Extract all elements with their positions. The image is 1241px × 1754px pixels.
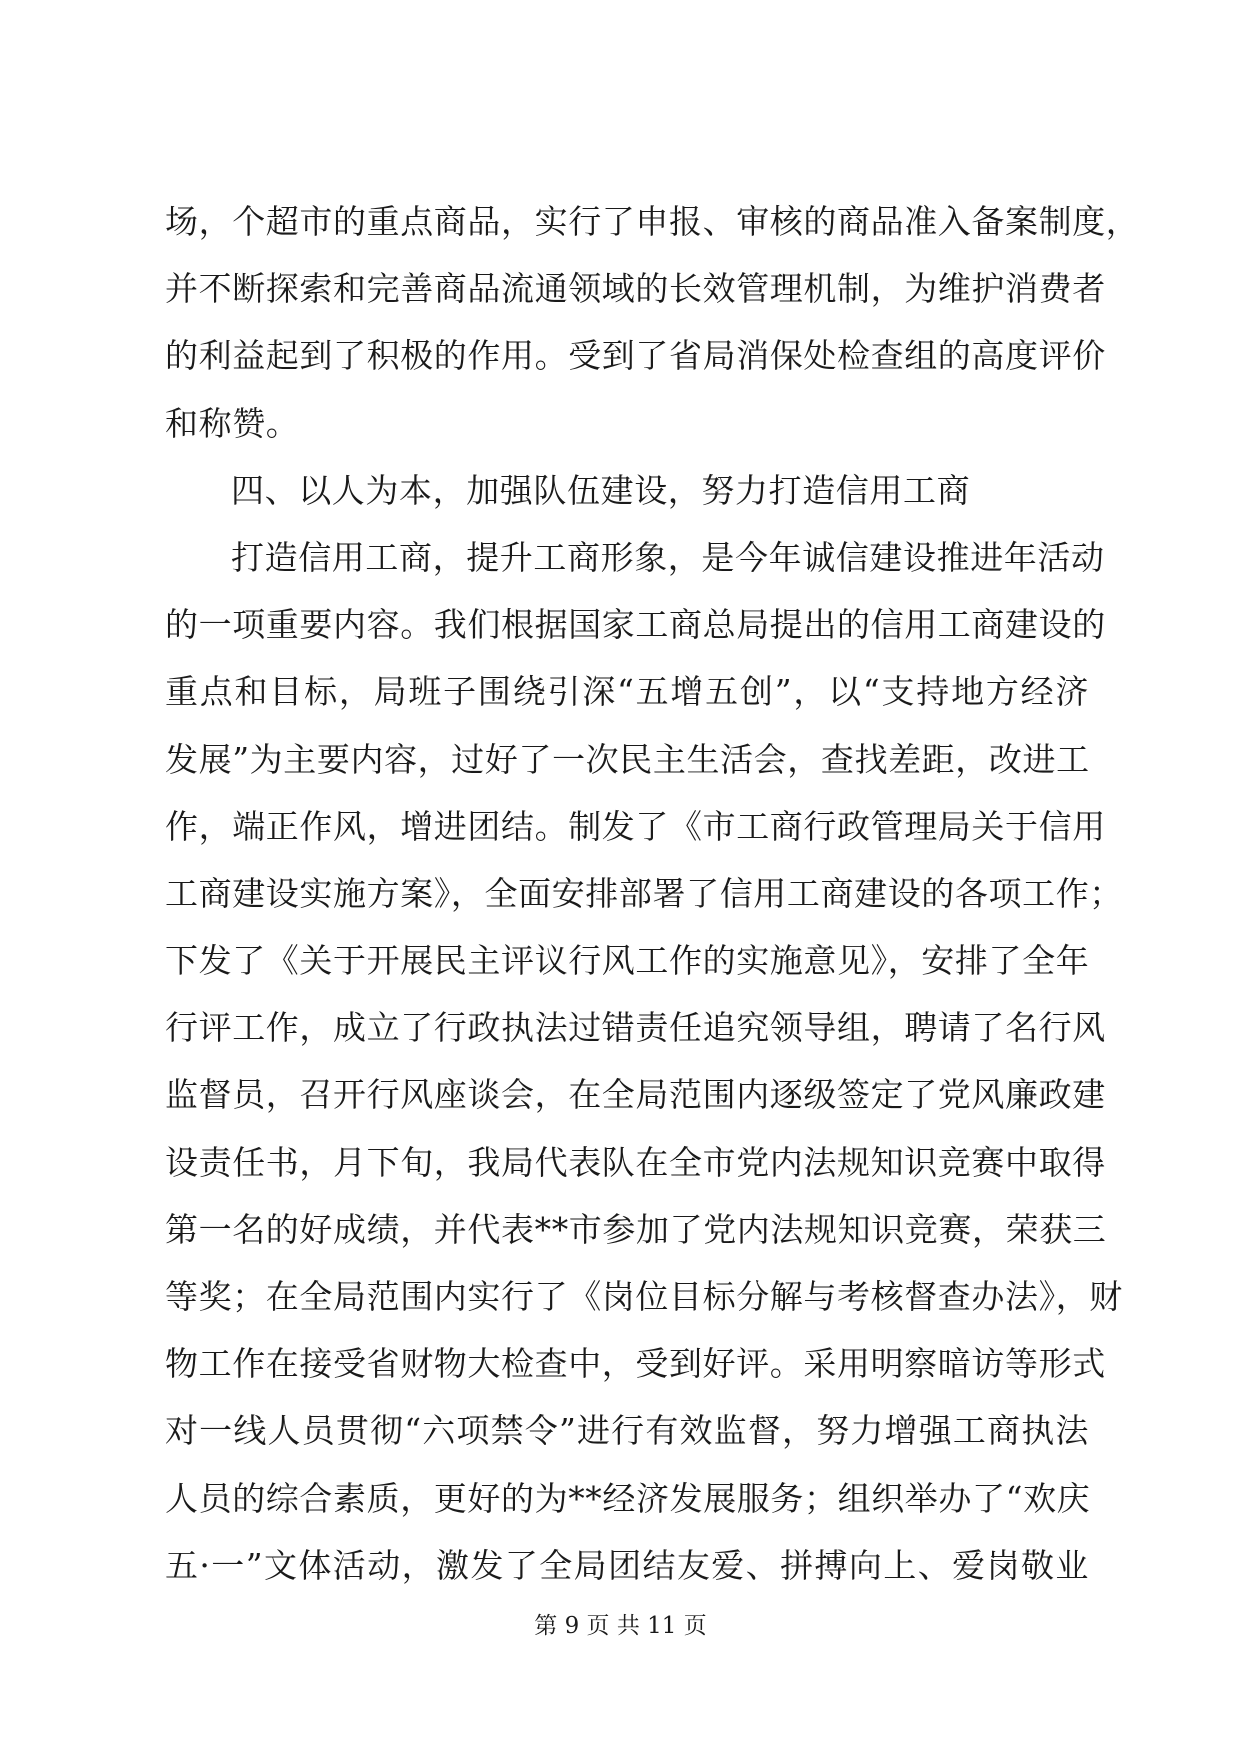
text-line: 设责任书，月下旬，我局代表队在全市党内法规知识竞赛中取得 xyxy=(165,1142,1106,1182)
text-line: 发展”为主要内容，过好了一次民主生活会，查找差距，改进工 xyxy=(165,739,1090,779)
text-line: 行评工作，成立了行政执法过错责任追究领导组，聘请了名行风 xyxy=(165,1008,1106,1048)
section-heading: 四、以人为本，加强队伍建设，努力打造信用工商 xyxy=(231,470,971,510)
text-line: 作，端正作风，增进团结。制发了《市工商行政管理局关于信用 xyxy=(165,806,1106,846)
text-line: 等奖；在全局范围内实行了《岗位目标分解与考核督查办法》，财 xyxy=(165,1277,1123,1316)
text-line: 对一线人员贯彻“六项禁令”进行有效监督，努力增强工商执法 xyxy=(165,1411,1089,1451)
text-line: 下发了《关于开展民主评议行风工作的实施意见》，安排了全年 xyxy=(165,941,1090,981)
text-line: 的一项重要内容。我们根据国家工商总局提出的信用工商建设的 xyxy=(165,605,1106,645)
text-line: 五·一”文体活动，激发了全局团结友爱、拼搏向上、爱岗敬业 xyxy=(165,1545,1089,1585)
text-line: 第一名的好成绩，并代表**市参加了党内法规知识竞赛，荣获三 xyxy=(165,1209,1107,1249)
text-line: 和称赞。 xyxy=(165,403,300,443)
text-line: 工商建设实施方案》，全面安排部署了信用工商建设的各项工作； xyxy=(165,873,1123,913)
text-line: 的利益起到了积极的作用。受到了省局消保处检查组的高度评价 xyxy=(165,336,1106,376)
text-line: 监督员，召开行风座谈会，在全局范围内逐级签定了党风廉政建 xyxy=(165,1075,1106,1115)
text-line: 物工作在接受省财物大检查中，受到好评。采用明察暗访等形式 xyxy=(165,1344,1106,1384)
text-line: 场，个超市的重点商品，实行了申报、审核的商品准入备案制度， xyxy=(165,202,1140,241)
text-line: 重点和目标，局班子围绕引深“五增五创”，以“支持地方经济 xyxy=(165,672,1089,712)
text-line: 并不断探索和完善商品流通领域的长效管理机制，为维护消费者 xyxy=(165,269,1106,309)
page-number-footer: 第 9 页 共 11 页 xyxy=(534,1613,707,1639)
body-text xyxy=(165,188,1140,1599)
text-line: 人员的综合素质，更好的为**经济发展服务；组织举办了“欢庆 xyxy=(165,1478,1091,1518)
text-line: 打造信用工商，提升工商形象，是今年诚信建设推进年活动 xyxy=(231,537,1105,577)
